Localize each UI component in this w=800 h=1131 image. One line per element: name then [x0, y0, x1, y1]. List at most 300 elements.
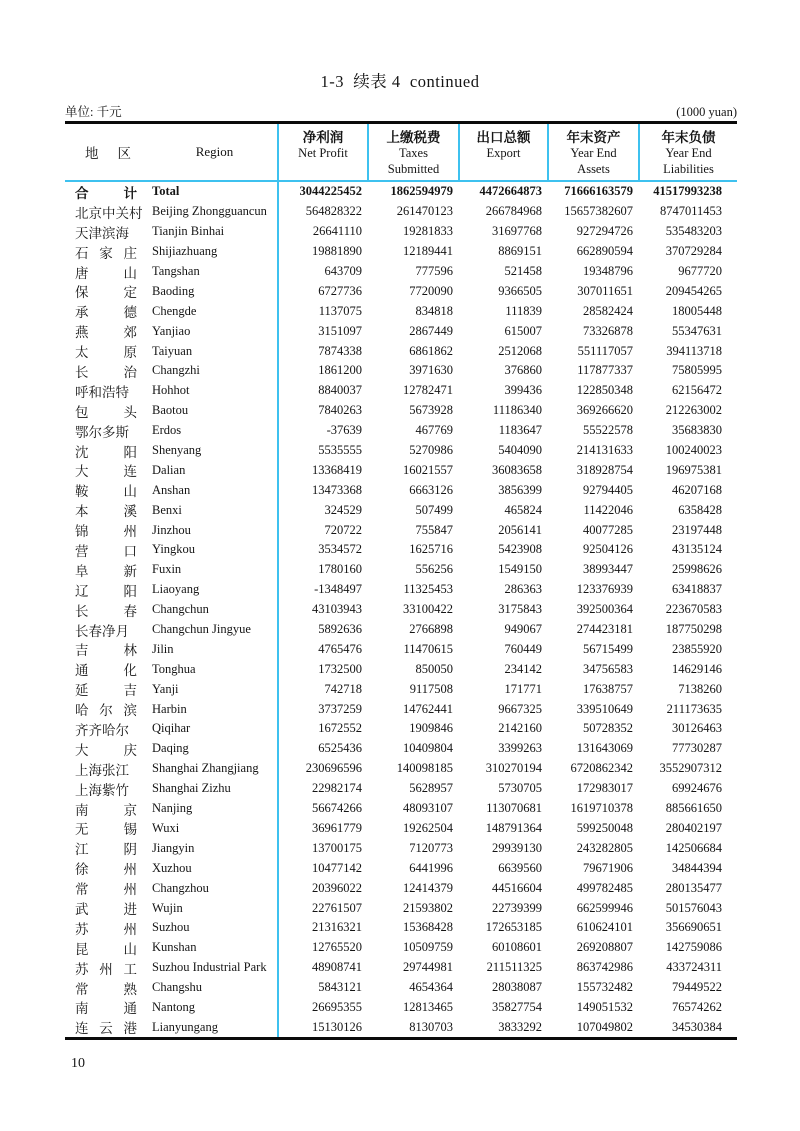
- export-value: 172653185: [485, 920, 542, 935]
- taxes-submitted-value: 755847: [415, 522, 453, 537]
- net-profit-value: 324529: [277, 500, 367, 520]
- table-row: [65, 421, 737, 441]
- taxes-submitted-value: 5270986: [409, 443, 453, 458]
- col-header-export: 出口总额 Export: [458, 124, 547, 180]
- export-value: 1549150: [498, 562, 542, 577]
- net-profit-value: 8840037: [277, 381, 367, 401]
- table-row: [65, 242, 737, 262]
- table-row: [65, 222, 737, 242]
- page-title: 1-3 续表 4 continued: [320, 72, 480, 91]
- table-row: [65, 182, 737, 202]
- taxes-submitted-value: 33100422: [403, 602, 453, 617]
- region-header-en: Region: [195, 144, 234, 159]
- table-row: [65, 958, 737, 978]
- region-cell: [65, 799, 277, 819]
- region-name-en: Jinzhou: [152, 522, 191, 537]
- taxes-submitted-value: 507499: [415, 502, 453, 517]
- table-row: [65, 998, 737, 1018]
- net-profit-value: 48908741: [277, 958, 367, 978]
- region-cell: [65, 739, 277, 759]
- year-end-assets-value: 662890594: [576, 244, 633, 259]
- region-name-cn: 延 吉: [75, 683, 137, 699]
- table-row: [65, 978, 737, 998]
- year-end-assets-value: 927294726: [576, 224, 633, 239]
- taxes-submitted-value: 14762441: [403, 701, 453, 716]
- year-end-liabilities-value: 8747011453: [659, 204, 722, 219]
- taxes-submitted-value: 48093107: [403, 801, 453, 816]
- region-cell: [65, 321, 277, 341]
- table-header: [65, 121, 737, 182]
- export-value: 3833292: [498, 1019, 542, 1034]
- taxes-submitted-value: 3971630: [409, 363, 453, 378]
- region-name-en: Kunshan: [152, 940, 197, 955]
- region-name-en: Anshan: [152, 482, 191, 497]
- year-end-assets-value: 392500364: [576, 602, 633, 617]
- year-end-liabilities-value: 7138260: [678, 681, 722, 696]
- region-name-cn: 本 溪: [75, 504, 137, 520]
- unit-label-cn: 单位: 千元: [65, 105, 122, 119]
- table-row: [65, 460, 737, 480]
- region-name-en: Shijiazhuang: [152, 244, 218, 259]
- region-name-en: Liaoyang: [152, 582, 200, 597]
- net-profit-value: 21316321: [277, 918, 367, 938]
- year-end-liabilities-value: 142506684: [665, 840, 722, 855]
- year-end-assets-value: 369266620: [576, 403, 633, 418]
- taxes-submitted-value: 2766898: [409, 622, 453, 637]
- region-cell: [65, 341, 277, 361]
- taxes-submitted-value: 16021557: [403, 462, 453, 477]
- taxes-submitted-value: 6861862: [409, 343, 453, 358]
- region-cell: [65, 540, 277, 560]
- region-name-en: Wuxi: [152, 820, 180, 835]
- export-value: 2056141: [498, 522, 542, 537]
- region-name-en: Daqing: [152, 741, 189, 756]
- table-row: [65, 281, 737, 301]
- table-row: [65, 759, 737, 779]
- region-cell: [65, 659, 277, 679]
- region-name-cn: 吉 林: [75, 643, 137, 659]
- region-name-cn: 北京中关村: [75, 205, 143, 221]
- table-row: [65, 301, 737, 321]
- export-value: 286363: [504, 582, 542, 597]
- region-name-cn: 苏 州: [75, 921, 137, 937]
- year-end-assets-value: 73326878: [583, 323, 633, 338]
- region-cell: [65, 182, 277, 202]
- year-end-assets-value: 149051532: [576, 999, 633, 1014]
- year-end-liabilities-value: 187750298: [665, 622, 722, 637]
- region-cell: [65, 639, 277, 659]
- year-end-assets-value: 107049802: [576, 1019, 633, 1034]
- col-header-net-profit: 净利润 Net Profit: [277, 124, 367, 180]
- year-end-assets-value: 122850348: [576, 383, 633, 398]
- region-name-en: Changchun: [152, 602, 209, 617]
- year-end-assets-value: 17638757: [583, 681, 633, 696]
- year-end-assets-value: 1619710378: [570, 801, 633, 816]
- year-end-assets-value: 56715499: [583, 641, 633, 656]
- taxes-submitted-value: 261470123: [396, 204, 453, 219]
- taxes-submitted-value: 11470615: [403, 641, 453, 656]
- table-row: [65, 381, 737, 401]
- region-cell: [65, 441, 277, 461]
- taxes-submitted-value: 12813465: [403, 999, 453, 1014]
- region-name-en: Baotou: [152, 403, 189, 418]
- region-name-cn: 燕 郊: [75, 325, 137, 341]
- region-name-en: Baoding: [152, 283, 195, 298]
- region-name-cn: 常 州: [75, 882, 137, 898]
- year-end-liabilities-value: 433724311: [666, 960, 722, 975]
- region-cell: [65, 938, 277, 958]
- year-end-liabilities-value: 535483203: [665, 224, 722, 239]
- net-profit-value: 15130126: [277, 1017, 367, 1037]
- region-name-en: Jiangyin: [152, 840, 195, 855]
- year-end-assets-value: 662599946: [576, 900, 633, 915]
- export-value: 171771: [504, 681, 542, 696]
- net-profit-value: 1672552: [277, 719, 367, 739]
- region-name-en: Jilin: [152, 641, 174, 656]
- year-end-liabilities-value: 18005448: [672, 303, 722, 318]
- year-end-liabilities-value: 211173635: [666, 701, 722, 716]
- region-name-en: Fuxin: [152, 562, 182, 577]
- net-profit-value: 22761507: [277, 898, 367, 918]
- year-end-liabilities-value: 69924676: [672, 781, 722, 796]
- table-row: [65, 441, 737, 461]
- table-row: [65, 361, 737, 381]
- export-value: 111839: [505, 303, 542, 318]
- export-value: 2142160: [498, 721, 542, 736]
- year-end-liabilities-value: 23855920: [672, 641, 722, 656]
- region-name-en: Tonghua: [152, 661, 196, 676]
- region-cell: [65, 779, 277, 799]
- year-end-liabilities-value: 25998626: [672, 562, 722, 577]
- taxes-submitted-value: 850050: [415, 661, 453, 676]
- region-cell: [65, 401, 277, 421]
- region-name-en: Harbin: [152, 701, 187, 716]
- export-value: 2512068: [498, 343, 542, 358]
- export-value: 148791364: [485, 820, 542, 835]
- net-profit-value: 56674266: [277, 799, 367, 819]
- export-value: 3399263: [498, 741, 542, 756]
- region-name-en: Benxi: [152, 502, 182, 517]
- year-end-assets-value: 15657382607: [564, 204, 633, 219]
- taxes-submitted-value: 19281833: [403, 224, 453, 239]
- year-end-assets-value: 243282805: [576, 840, 633, 855]
- taxes-submitted-value: 1909846: [409, 721, 453, 736]
- region-cell: [65, 520, 277, 540]
- region-name-cn: 江 阴: [75, 842, 137, 858]
- table-row: [65, 878, 737, 898]
- net-profit-value: 6525436: [277, 739, 367, 759]
- region-name-en: Changchun Jingyue: [152, 622, 251, 637]
- year-end-liabilities-value: 79449522: [672, 980, 722, 995]
- region-name-cn: 连 云 港: [75, 1021, 137, 1037]
- net-profit-value: 3534572: [277, 540, 367, 560]
- export-value: 28038087: [492, 980, 542, 995]
- region-cell: [65, 978, 277, 998]
- region-cell: [65, 998, 277, 1018]
- region-name-cn: 沈 阳: [75, 444, 137, 460]
- export-value: 9667325: [498, 701, 542, 716]
- year-end-assets-value: 28582424: [583, 303, 633, 318]
- region-cell: [65, 262, 277, 282]
- units-row: [65, 102, 737, 120]
- region-name-cn: 常 熟: [75, 981, 137, 997]
- region-name-en: Wujin: [152, 900, 183, 915]
- taxes-submitted-value: 6441996: [409, 860, 453, 875]
- table-row: [65, 560, 737, 580]
- year-end-assets-value: 551117057: [577, 343, 633, 358]
- net-profit-value: -1348497: [277, 580, 367, 600]
- taxes-submitted-value: 8130703: [409, 1019, 453, 1034]
- year-end-liabilities-value: 196975381: [665, 462, 722, 477]
- year-end-assets-value: 123376939: [576, 582, 633, 597]
- export-value: 22739399: [492, 900, 542, 915]
- region-name-en: Lianyungang: [152, 1019, 218, 1034]
- region-name-cn: 昆 山: [75, 941, 137, 957]
- year-end-liabilities-value: 280402197: [665, 820, 722, 835]
- net-profit-value: -37639: [277, 421, 367, 441]
- year-end-assets-value: 172983017: [576, 781, 633, 796]
- net-profit-value: 36961779: [277, 819, 367, 839]
- table-row: [65, 1017, 737, 1037]
- net-profit-value: 22982174: [277, 779, 367, 799]
- region-name-cn: 阜 新: [75, 563, 137, 579]
- taxes-submitted-value: 5628957: [409, 781, 453, 796]
- export-value: 9366505: [498, 283, 542, 298]
- net-profit-value: 4765476: [277, 639, 367, 659]
- year-end-liabilities-value: 394113718: [666, 343, 722, 358]
- year-end-assets-value: 155732482: [576, 980, 633, 995]
- year-end-assets-value: 274423181: [576, 622, 633, 637]
- region-cell: [65, 580, 277, 600]
- year-end-liabilities-value: 370729284: [665, 244, 722, 259]
- table-row: [65, 321, 737, 341]
- year-end-liabilities-value: 55347631: [672, 323, 722, 338]
- year-end-liabilities-value: 41517993238: [653, 184, 722, 199]
- region-name-cn: 呼和浩特: [75, 384, 129, 400]
- taxes-submitted-value: 834818: [415, 303, 453, 318]
- page-number: 10: [71, 1056, 85, 1071]
- region-name-en: Hohhot: [152, 383, 190, 398]
- export-value: 11186340: [492, 403, 542, 418]
- taxes-submitted-value: 1625716: [409, 542, 453, 557]
- year-end-liabilities-value: 35683830: [672, 423, 722, 438]
- unit-label-en: (1000 yuan): [676, 105, 737, 119]
- taxes-submitted-value: 15368428: [403, 920, 453, 935]
- year-end-assets-value: 214131633: [576, 443, 633, 458]
- net-profit-value: 1780160: [277, 560, 367, 580]
- region-name-cn: 长春净月: [75, 623, 129, 639]
- export-value: 760449: [504, 641, 542, 656]
- region-cell: [65, 878, 277, 898]
- region-name-cn: 长 治: [75, 364, 137, 380]
- taxes-submitted-value: 11325453: [403, 582, 453, 597]
- region-name-cn: 南 京: [75, 802, 137, 818]
- net-profit-value: 12765520: [277, 938, 367, 958]
- region-name-cn: 鄂尔多斯: [75, 424, 129, 440]
- region-cell: [65, 421, 277, 441]
- region-name-en: Shanghai Zhangjiang: [152, 761, 259, 776]
- year-end-liabilities-value: 75805995: [672, 363, 722, 378]
- region-name-cn: 保 定: [75, 285, 137, 301]
- region-name-en: Tangshan: [152, 264, 200, 278]
- region-name-cn: 承 德: [75, 305, 137, 321]
- year-end-liabilities-value: 212263002: [665, 403, 722, 418]
- taxes-submitted-value: 140098185: [396, 761, 453, 776]
- region-name-cn: 长 春: [75, 603, 137, 619]
- region-cell: [65, 222, 277, 242]
- table-row: [65, 659, 737, 679]
- year-end-assets-value: 318928754: [576, 462, 633, 477]
- net-profit-value: 7874338: [277, 341, 367, 361]
- region-name-cn: 无 锡: [75, 822, 137, 838]
- net-profit-value: 13473368: [277, 480, 367, 500]
- region-name-en: Total: [152, 184, 180, 199]
- col-header-year-end-assets: 年末资产 Year End Assets: [547, 124, 638, 180]
- year-end-assets-value: 307011651: [577, 283, 633, 298]
- year-end-assets-value: 55522578: [583, 423, 633, 438]
- net-profit-value: 13368419: [277, 460, 367, 480]
- taxes-submitted-value: 4654364: [409, 980, 453, 995]
- table-row: [65, 520, 737, 540]
- year-end-liabilities-value: 356690651: [665, 920, 722, 935]
- region-name-en: Changzhou: [152, 880, 209, 895]
- region-name-en: Nantong: [152, 999, 196, 1014]
- year-end-liabilities-value: 885661650: [665, 801, 722, 816]
- region-cell: [65, 858, 277, 878]
- region-cell: [65, 838, 277, 858]
- table-row: [65, 639, 737, 659]
- table-row: [65, 699, 737, 719]
- region-name-cn: 辽 阳: [75, 583, 137, 599]
- year-end-liabilities-value: 142759086: [665, 940, 722, 955]
- region-name-en: Qiqihar: [152, 721, 191, 736]
- export-value: 3175843: [498, 602, 542, 617]
- region-name-cn: 太 原: [75, 345, 137, 361]
- taxes-submitted-value: 21593802: [403, 900, 453, 915]
- year-end-liabilities-value: 3552907312: [659, 761, 722, 776]
- region-name-en: Yingkou: [152, 542, 196, 557]
- net-profit-value: 5892636: [277, 620, 367, 640]
- taxes-submitted-value: 29744981: [403, 960, 453, 975]
- year-end-liabilities-value: 62156472: [672, 383, 722, 398]
- export-value: 376860: [504, 363, 542, 378]
- year-end-liabilities-value: 9677720: [678, 264, 722, 278]
- taxes-submitted-value: 6663126: [409, 482, 453, 497]
- year-end-liabilities-value: 6358428: [678, 502, 722, 517]
- export-value: 31697768: [492, 224, 542, 239]
- export-value: 234142: [504, 661, 542, 676]
- year-end-assets-value: 499782485: [576, 880, 633, 895]
- net-profit-value: 10477142: [277, 858, 367, 878]
- region-name-en: Tianjin Binhai: [152, 224, 225, 239]
- year-end-assets-value: 11422046: [583, 502, 633, 517]
- region-name-cn: 齐齐哈尔: [75, 723, 129, 738]
- region-name-cn: 大 庆: [75, 742, 137, 758]
- year-end-liabilities-value: 43135124: [672, 542, 722, 557]
- taxes-submitted-value: 7120773: [409, 840, 453, 855]
- net-profit-value: 720722: [277, 520, 367, 540]
- year-end-liabilities-value: 76574262: [672, 999, 722, 1014]
- year-end-assets-value: 92504126: [583, 542, 633, 557]
- taxes-submitted-value: 7720090: [409, 283, 453, 298]
- region-name-cn: 大 连: [75, 464, 137, 480]
- region-name-cn: 锦 州: [75, 524, 137, 540]
- net-profit-value: 1137075: [277, 301, 367, 321]
- year-end-liabilities-value: 30126463: [672, 721, 722, 736]
- net-profit-value: 26641110: [277, 222, 367, 242]
- table-row: [65, 819, 737, 839]
- region-cell: [65, 699, 277, 719]
- taxes-submitted-value: 5673928: [409, 403, 453, 418]
- region-cell: [65, 301, 277, 321]
- region-cell: [65, 381, 277, 401]
- table-row: [65, 500, 737, 520]
- region-name-en: Yanjiao: [152, 323, 191, 338]
- year-end-assets-value: 269208807: [576, 940, 633, 955]
- export-value: 6639560: [498, 860, 542, 875]
- export-value: 211511325: [486, 960, 542, 975]
- region-cell: [65, 958, 277, 978]
- region-name-en: Suzhou Industrial Park: [152, 960, 267, 975]
- table-row: [65, 540, 737, 560]
- region-cell: [65, 719, 277, 739]
- table-row: [65, 898, 737, 918]
- statistics-table: [65, 121, 737, 1040]
- net-profit-value: 7840263: [277, 401, 367, 421]
- net-profit-value: 5535555: [277, 441, 367, 461]
- region-name-cn: 哈 尔 滨: [75, 703, 137, 719]
- region-name-cn: 包 头: [75, 404, 137, 420]
- net-profit-value: 43103943: [277, 600, 367, 620]
- region-name-en: Changshu: [152, 980, 202, 995]
- table-row: [65, 480, 737, 500]
- net-profit-value: 26695355: [277, 998, 367, 1018]
- net-profit-value: 1732500: [277, 659, 367, 679]
- year-end-liabilities-value: 23197448: [672, 522, 722, 537]
- region-cell: [65, 500, 277, 520]
- net-profit-value: 564828322: [277, 202, 367, 222]
- export-value: 60108601: [492, 940, 542, 955]
- region-name-cn: 徐 州: [75, 862, 137, 878]
- region-cell: [65, 759, 277, 779]
- year-end-liabilities-value: 501576043: [665, 900, 722, 915]
- taxes-submitted-value: 10509759: [403, 940, 453, 955]
- region-cell: [65, 819, 277, 839]
- export-value: 5730705: [498, 781, 542, 796]
- region-name-cn: 营 口: [75, 543, 137, 559]
- year-end-assets-value: 117877337: [577, 363, 633, 378]
- region-cell: [65, 1017, 277, 1037]
- year-end-assets-value: 38993447: [583, 562, 633, 577]
- year-end-assets-value: 131643069: [576, 741, 633, 756]
- net-profit-value: 6727736: [277, 281, 367, 301]
- year-end-assets-value: 79671906: [583, 860, 633, 875]
- year-end-liabilities-value: 63418837: [672, 582, 722, 597]
- export-value: 35827754: [492, 999, 542, 1014]
- region-column-header: [65, 124, 277, 180]
- region-name-cn: 苏 州 工: [75, 961, 137, 977]
- region-cell: [65, 281, 277, 301]
- export-value: 5423908: [498, 542, 542, 557]
- region-name-en: Shenyang: [152, 443, 202, 458]
- table-row: [65, 580, 737, 600]
- net-profit-value: 3151097: [277, 321, 367, 341]
- year-end-assets-value: 610624101: [576, 920, 633, 935]
- export-value: 3856399: [498, 482, 542, 497]
- export-value: 44516604: [492, 880, 542, 895]
- year-end-liabilities-value: 223670583: [665, 602, 722, 617]
- region-name-cn: 鞍 山: [75, 484, 137, 500]
